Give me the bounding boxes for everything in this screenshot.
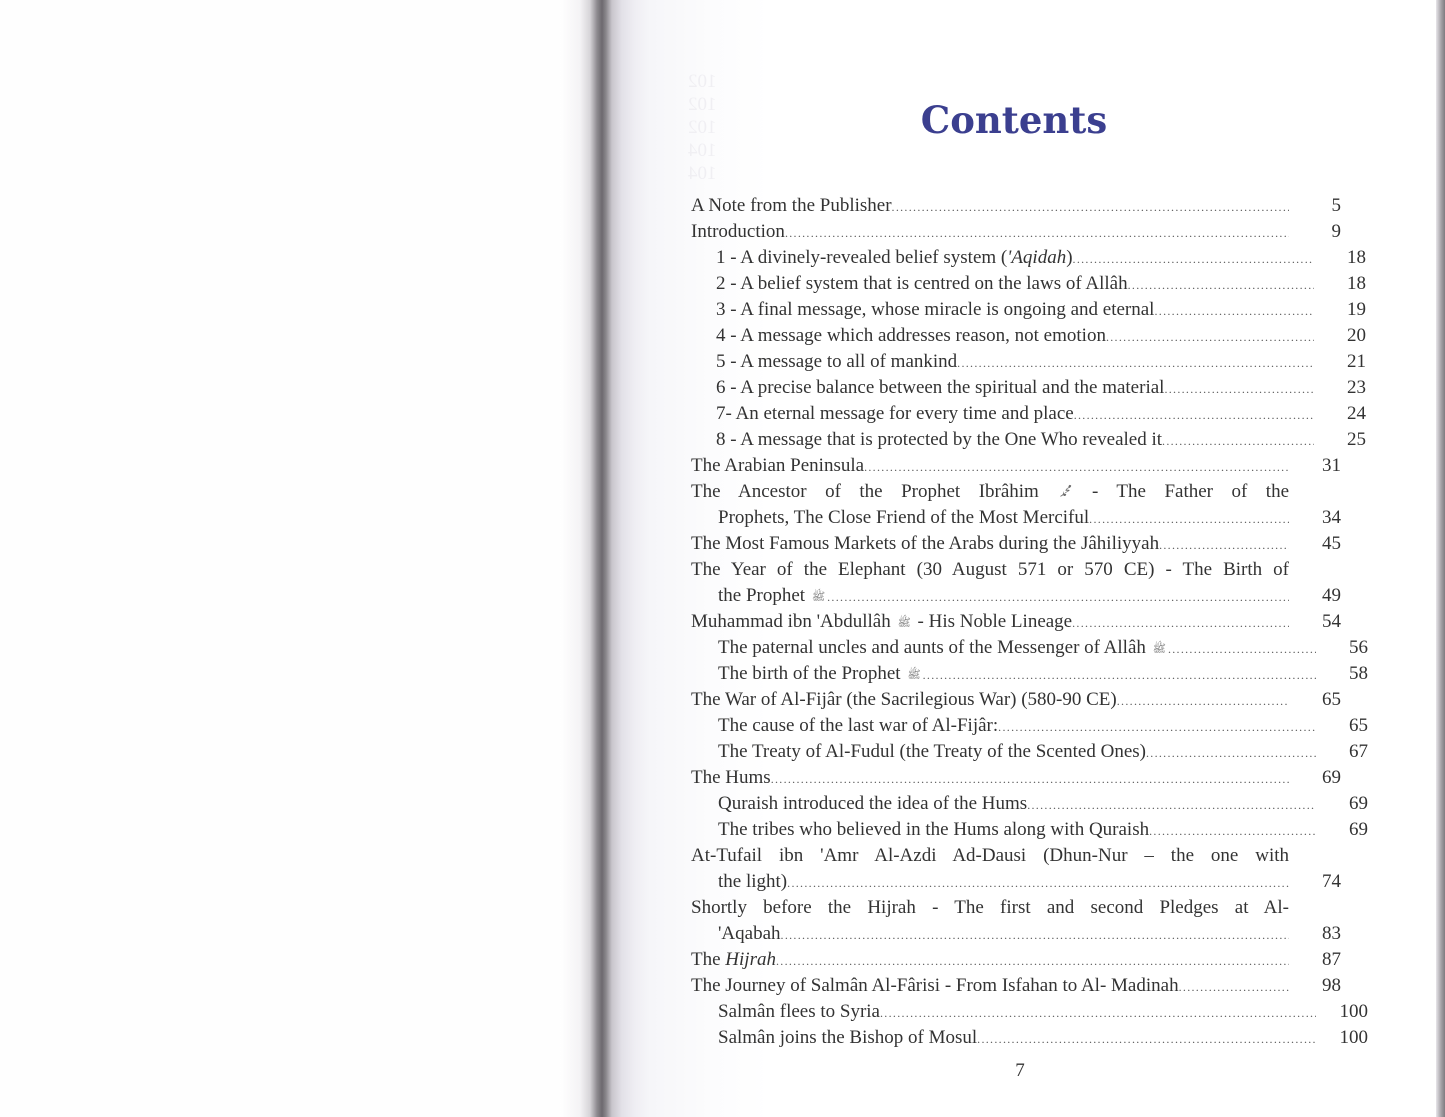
- toc-page-number: 49: [1322, 585, 1341, 606]
- leader-dots: [1179, 974, 1289, 1000]
- toc-entry-title-line1: [691, 479, 1289, 505]
- toc-page-number: 100: [1339, 1027, 1368, 1048]
- toc-page-number: 54: [1322, 611, 1341, 632]
- leader-dots: [998, 714, 1316, 740]
- toc-entry[interactable]: [691, 453, 1341, 479]
- toc-entry[interactable]: [691, 739, 1368, 765]
- leader-dots: [1168, 636, 1316, 662]
- toc-entry-title: The Hums: [691, 767, 771, 788]
- show-through-line: 102: [688, 94, 717, 115]
- toc-entry-title: [691, 947, 776, 973]
- leader-dots: [1162, 428, 1314, 454]
- leader-dots: [771, 766, 1289, 792]
- toc-page-number: 69: [1322, 767, 1341, 788]
- leader-dots: [1089, 506, 1289, 532]
- toc-entry-title: 7- An eternal message for every time and place: [716, 403, 1074, 424]
- leader-dots: [1164, 376, 1314, 402]
- leader-dots: [1154, 298, 1314, 324]
- honorific-alaihi-salam-icon: ﷴ: [1059, 487, 1072, 499]
- toc-page-number: 87: [1322, 949, 1341, 970]
- toc-entry-title-part: Muhammad ibn 'Abdullâh: [691, 611, 891, 632]
- toc-entry-title-line2: 'Aqabah: [718, 923, 781, 944]
- toc-entry-title-part: - His Noble Lineage: [917, 611, 1073, 632]
- toc-entry-title: The War of Al-Fijâr (the Sacrilegious War) (580-90 CE): [691, 689, 1117, 710]
- leader-dots: [785, 220, 1289, 246]
- toc-entry-title-part: 1 - A divinely-revealed belief system (: [716, 247, 1008, 268]
- toc-entry-title: The Arabian Peninsula: [691, 455, 865, 476]
- toc-entry[interactable]: [691, 349, 1366, 375]
- toc-page-number: 5: [1331, 195, 1341, 216]
- toc-entry-title: The Most Famous Markets of the Arabs during the Jâhiliyyah: [691, 533, 1160, 554]
- leader-dots: [1074, 402, 1314, 428]
- honorific-pbuh-icon: ﷺ: [897, 617, 911, 629]
- toc-page-number: 98: [1322, 975, 1341, 996]
- toc-entry-title: Salmân joins the Bishop of Mosul: [718, 1027, 978, 1048]
- toc-entry-title: [718, 635, 1168, 663]
- honorific-pbuh-icon: ﷺ: [907, 669, 921, 681]
- toc-entry[interactable]: [691, 557, 1341, 609]
- toc-entry[interactable]: [691, 271, 1366, 297]
- toc-entry-title-line1: The Year of the Elephant (30 August 571 or 570 CE) - The Birth of: [691, 559, 1289, 580]
- toc-page-number: 69: [1349, 793, 1368, 814]
- toc-page-number: 24: [1347, 403, 1366, 424]
- toc-entry-title-part: The Ancestor of the Prophet Ibrâhim: [691, 481, 1039, 502]
- right-page-edge: [1436, 0, 1445, 1117]
- toc-entry-title: A Note from the Publisher: [691, 195, 892, 216]
- toc-entry[interactable]: [691, 843, 1341, 895]
- toc-entry[interactable]: [691, 401, 1366, 427]
- leader-dots: [776, 948, 1289, 974]
- toc-entry-title-line1: At-Tufail ibn 'Amr Al-Azdi Ad-Dausi (Dhun-Nur – the one with: [691, 845, 1289, 866]
- toc-entry[interactable]: [691, 999, 1368, 1025]
- toc-entry[interactable]: [691, 427, 1366, 453]
- leader-dots: [1146, 740, 1316, 766]
- leader-dots: [1149, 818, 1316, 844]
- leader-dots: [1027, 792, 1316, 818]
- toc-entry-title-line2: the light): [718, 871, 788, 892]
- toc-entry-title: [718, 661, 923, 689]
- show-through-line: 104: [688, 140, 717, 161]
- leader-dots: [880, 1000, 1316, 1026]
- toc-entry-title: 6 - A precise balance between the spiritual and the material: [716, 377, 1165, 398]
- toc-entry[interactable]: [691, 219, 1341, 245]
- toc-entry-title: 3 - A final message, whose miracle is ongoing and eternal: [716, 299, 1155, 320]
- leader-dots: [1117, 688, 1289, 714]
- show-through-line: 104: [688, 163, 717, 184]
- toc-entry-title: The cause of the last war of Al-Fijâr:: [718, 715, 999, 736]
- toc-entry-title: 2 - A belief system that is centred on the laws of Allâh: [716, 273, 1128, 294]
- toc-entry[interactable]: [691, 609, 1341, 635]
- toc-page-number: 83: [1322, 923, 1341, 944]
- toc-entry-title: 5 - A message to all of mankind: [716, 351, 958, 372]
- toc-page-number: 18: [1347, 247, 1366, 268]
- leader-dots: [1073, 246, 1314, 272]
- toc-page-number: 31: [1322, 455, 1341, 476]
- toc-entry[interactable]: [691, 895, 1341, 947]
- leader-dots: [1072, 610, 1289, 636]
- leader-dots: [787, 870, 1289, 896]
- toc-page-number: 45: [1322, 533, 1341, 554]
- honorific-pbuh-icon: ﷺ: [811, 591, 826, 603]
- leader-dots: [864, 454, 1289, 480]
- leader-dots: [827, 584, 1289, 610]
- toc-entry[interactable]: [691, 765, 1341, 791]
- toc-page-number: 25: [1347, 429, 1366, 450]
- toc-entry[interactable]: [691, 245, 1366, 271]
- toc-entry-title: 8 - A message that is protected by the One Who revealed it: [716, 429, 1163, 450]
- left-page-blank: [0, 0, 580, 1117]
- toc-entry-title: Salmân flees to Syria: [718, 1001, 880, 1022]
- leader-dots: [1106, 324, 1314, 350]
- toc-entry-title-part: The birth of the Prophet: [718, 663, 901, 684]
- show-through-line: 102: [688, 117, 717, 138]
- toc-page-number: 69: [1349, 819, 1368, 840]
- leader-dots: [1128, 272, 1314, 298]
- toc-entry-title: [691, 609, 1072, 637]
- toc-entry-title: The Treaty of Al-Fudul (the Treaty of the Scented Ones): [718, 741, 1146, 762]
- toc-entry[interactable]: [691, 635, 1368, 661]
- toc-page-number: 67: [1349, 741, 1368, 762]
- toc-entry-title-line2: [718, 583, 827, 611]
- toc-entry[interactable]: [691, 687, 1341, 713]
- toc-entry[interactable]: [691, 1025, 1368, 1051]
- honorific-pbuh-icon: ﷺ: [1152, 643, 1166, 655]
- toc-entry[interactable]: [691, 375, 1366, 401]
- leader-dots: [892, 194, 1289, 220]
- leader-dots: [923, 662, 1316, 688]
- toc-entry[interactable]: [691, 947, 1341, 973]
- toc-entry[interactable]: [691, 661, 1368, 687]
- toc-entry-title-part: - The Father of the: [1091, 481, 1290, 502]
- toc-entry-title: [716, 245, 1073, 271]
- toc-page-number: 9: [1331, 221, 1341, 242]
- book-spine-gutter: [560, 0, 650, 1117]
- toc-entry[interactable]: [691, 713, 1368, 739]
- toc-page-number: 20: [1347, 325, 1366, 346]
- toc-entry-title-part: The: [691, 949, 726, 970]
- toc-entry-title: Introduction: [691, 221, 785, 242]
- page-number-footer: 7: [1015, 1060, 1025, 1081]
- leader-dots: [957, 350, 1314, 376]
- toc-entry-title-line2: Prophets, The Close Friend of the Most Merciful: [718, 507, 1090, 528]
- toc-entry-title: 4 - A message which addresses reason, not emotion: [716, 325, 1106, 346]
- toc-page-number: 100: [1339, 1001, 1368, 1022]
- toc-page-number: 65: [1349, 715, 1368, 736]
- toc-page-number: 18: [1347, 273, 1366, 294]
- toc-entry[interactable]: [691, 479, 1341, 531]
- toc-entry[interactable]: [691, 193, 1341, 219]
- toc-page-number: 65: [1322, 689, 1341, 710]
- toc-page-number: 19: [1347, 299, 1366, 320]
- show-through-line: 102: [688, 71, 717, 92]
- toc-page-number: 56: [1349, 637, 1368, 658]
- toc-entry[interactable]: [691, 297, 1366, 323]
- leader-dots: [977, 1026, 1316, 1052]
- toc-page-number: 74: [1322, 871, 1341, 892]
- toc-page-number: 23: [1347, 377, 1366, 398]
- toc-entry[interactable]: [691, 531, 1341, 557]
- page-title: Contents: [920, 98, 1108, 142]
- toc-entry-title-part: The paternal uncles and aunts of the Messenger of Allâh: [718, 637, 1146, 658]
- toc-entry-title: Quraish introduced the idea of the Hums: [718, 793, 1028, 814]
- toc-entry-title: The tribes who believed in the Hums along with Quraish: [718, 819, 1150, 840]
- leader-dots: [1159, 532, 1289, 558]
- table-of-contents: [691, 193, 1368, 1051]
- toc-entry[interactable]: [691, 817, 1368, 843]
- toc-entry-title-italic: 'Aqidah: [1007, 247, 1067, 268]
- toc-entry[interactable]: [691, 973, 1341, 999]
- toc-entry-title-part: ): [1066, 247, 1073, 268]
- toc-entry-title-part: the Prophet: [718, 585, 806, 606]
- toc-entry-title: The Journey of Salmân Al-Fârisi - From Isfahan to Al- Madinah: [691, 975, 1179, 996]
- toc-entry-title-italic: Hijrah: [725, 949, 776, 970]
- toc-page-number: 58: [1349, 663, 1368, 684]
- toc-entry[interactable]: [691, 323, 1366, 349]
- toc-entry-title-line1: Shortly before the Hijrah - The first and second Pledges at Al-: [691, 897, 1289, 918]
- toc-page-number: 21: [1347, 351, 1366, 372]
- toc-entry[interactable]: [691, 791, 1368, 817]
- toc-page-number: 34: [1322, 507, 1341, 528]
- leader-dots: [781, 922, 1289, 948]
